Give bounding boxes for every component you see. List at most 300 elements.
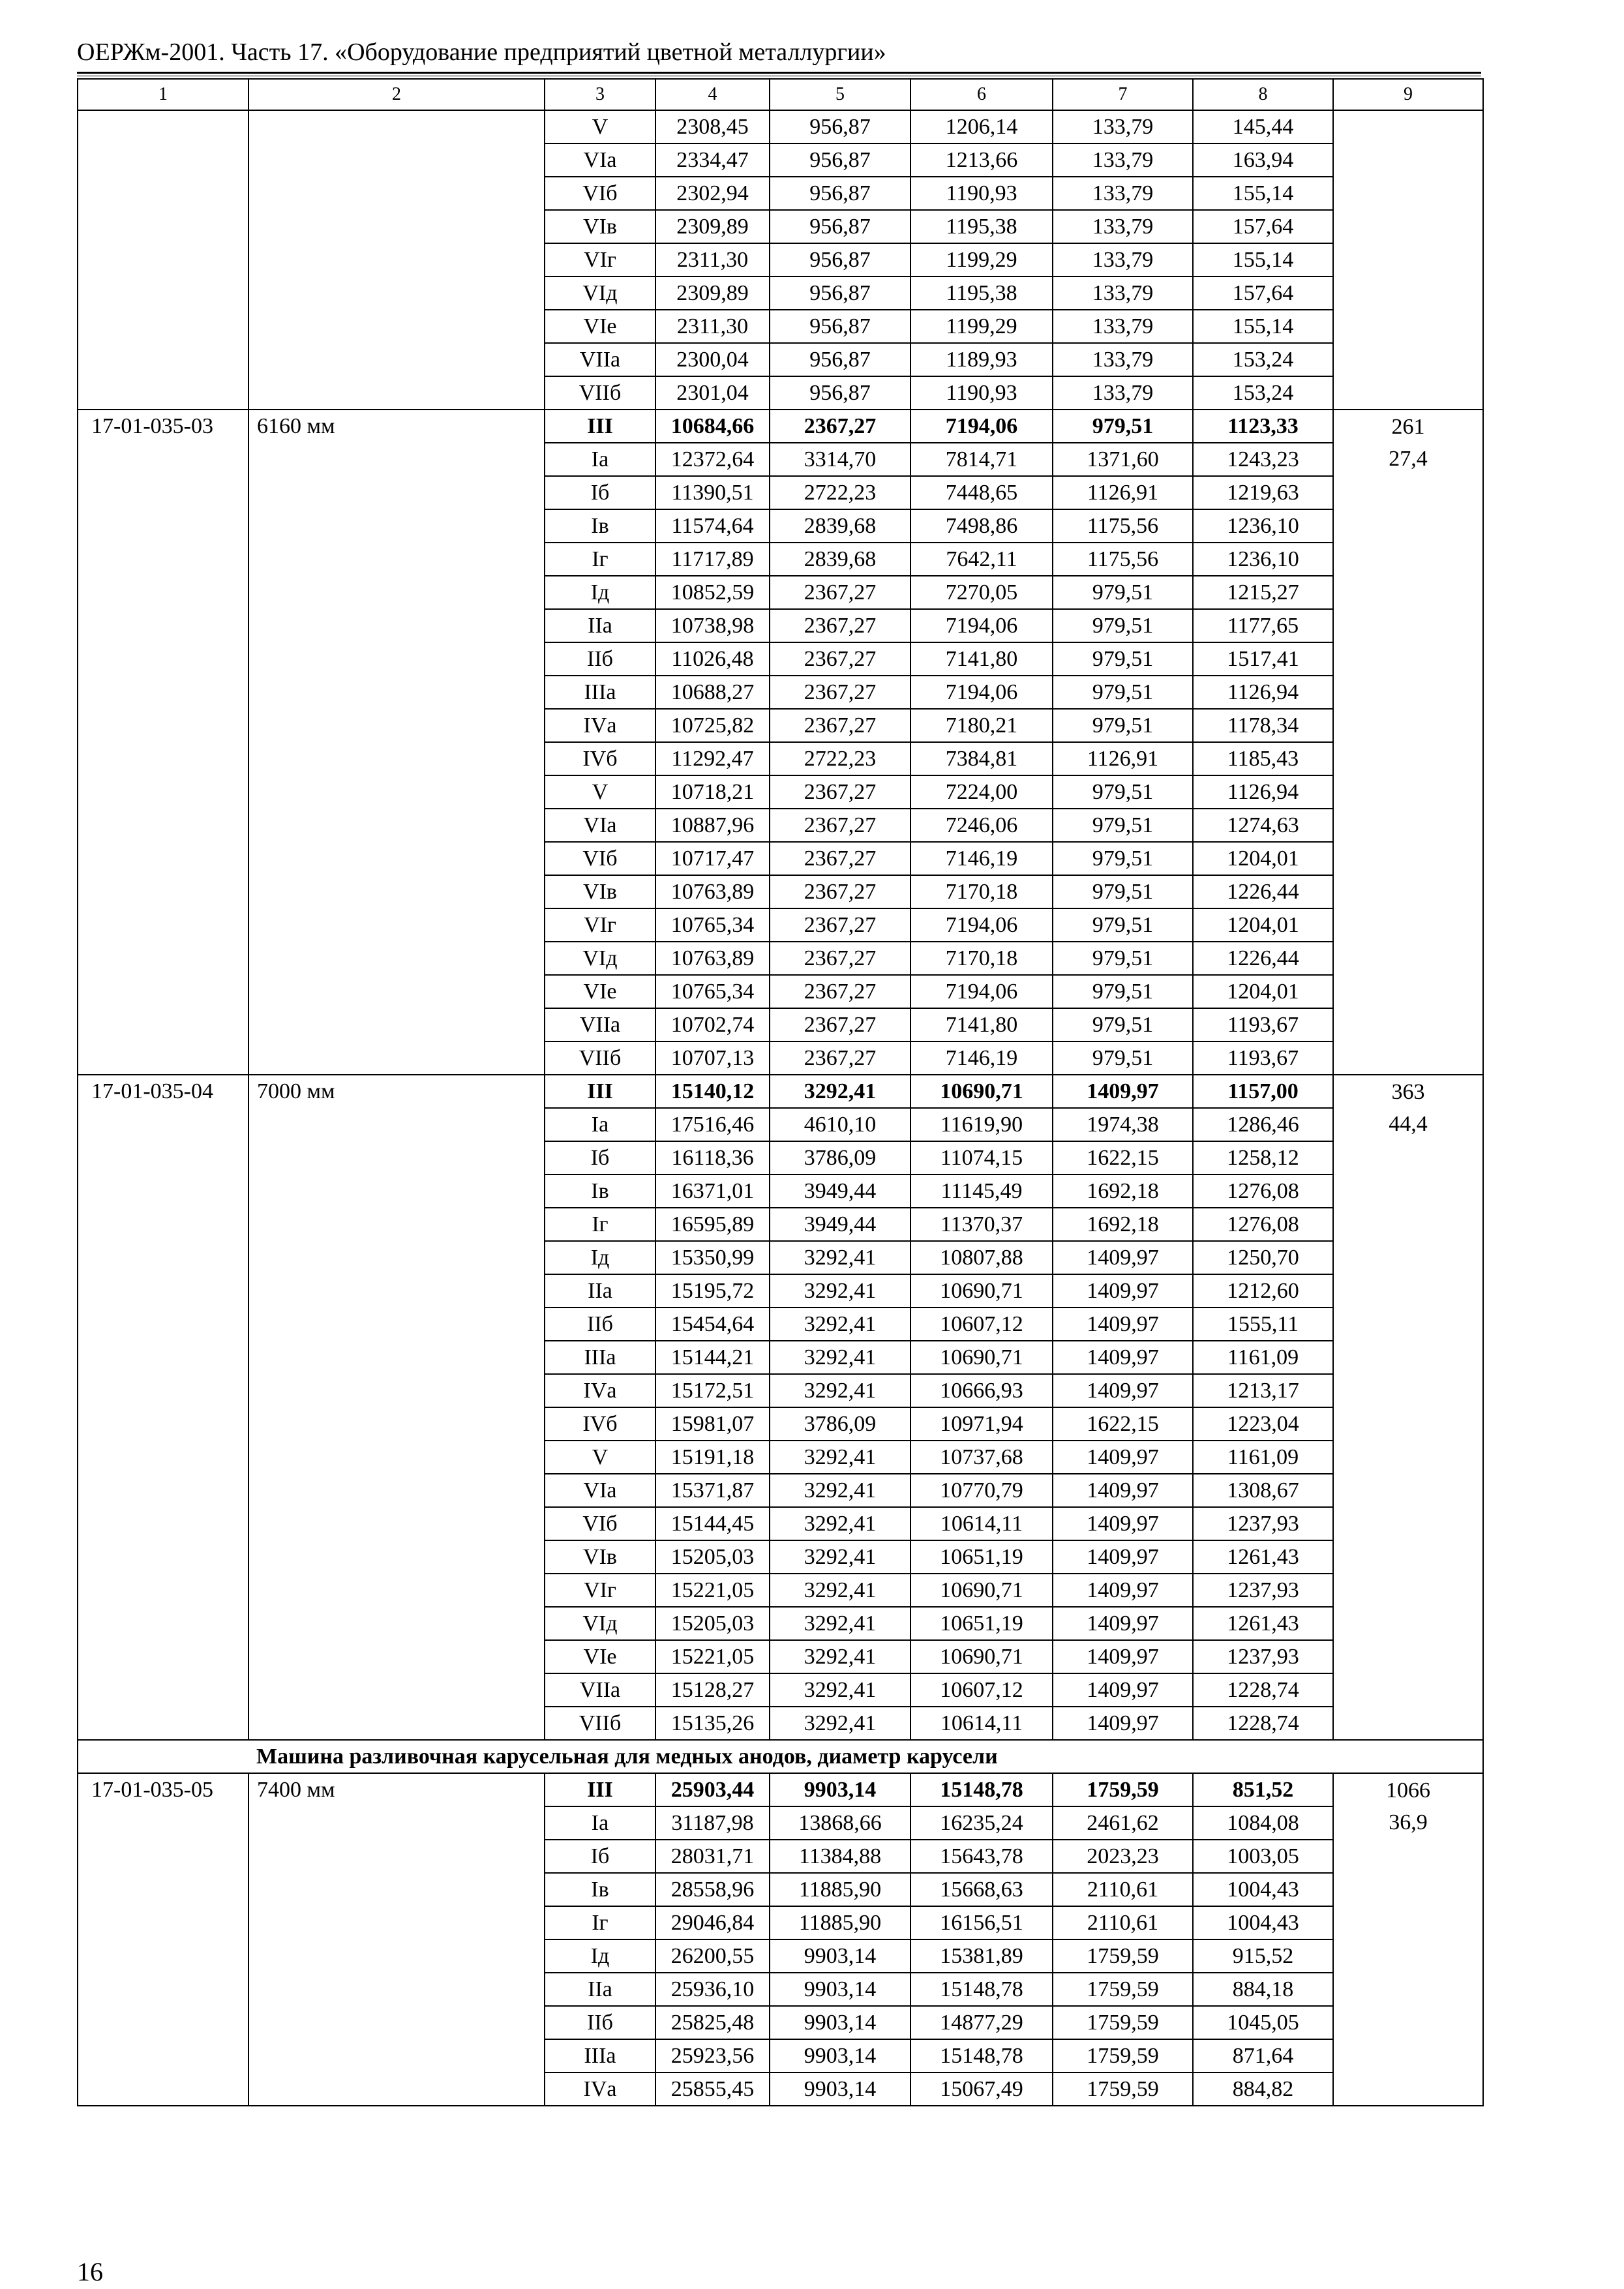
value-cell: 10666,93: [910, 1374, 1053, 1407]
value-cell: 7141,80: [910, 642, 1053, 676]
value-cell: 26200,55: [655, 1939, 770, 1973]
value-cell: 10718,21: [655, 775, 770, 809]
extra-value: [1333, 110, 1483, 143]
value-cell: 1237,93: [1193, 1640, 1333, 1673]
value-cell: 10614,11: [910, 1707, 1053, 1740]
value-cell: 9903,14: [770, 2072, 910, 2106]
value-cell: 1236,10: [1193, 543, 1333, 576]
column-number: 1: [78, 79, 248, 110]
value-cell: 10684,66: [655, 410, 770, 443]
value-cell: 145,44: [1193, 110, 1333, 143]
value-cell: 10690,71: [910, 1341, 1053, 1374]
value-cell: 155,14: [1193, 310, 1333, 343]
value-cell: 28031,71: [655, 1840, 770, 1873]
zone-cell: VIе: [545, 310, 655, 343]
value-cell: 915,52: [1193, 1939, 1333, 1973]
zone-cell: Iг: [545, 1208, 655, 1241]
value-cell: 1409,97: [1053, 1707, 1193, 1740]
column-number-row: [78, 79, 1483, 110]
value-cell: 1213,66: [910, 143, 1053, 177]
value-cell: 10717,47: [655, 842, 770, 875]
value-cell: 15205,03: [655, 1540, 770, 1574]
value-cell: 157,64: [1193, 277, 1333, 310]
value-cell: 1177,65: [1193, 609, 1333, 642]
column-number: 3: [545, 79, 655, 110]
value-cell: 17516,46: [655, 1108, 770, 1141]
value-cell: 1193,67: [1193, 1041, 1333, 1075]
value-cell: 15148,78: [910, 1773, 1053, 1806]
value-cell: 1409,97: [1053, 1640, 1193, 1673]
value-cell: 1759,59: [1053, 1939, 1193, 1973]
value-cell: 1228,74: [1193, 1673, 1333, 1707]
value-cell: 133,79: [1053, 177, 1193, 210]
value-cell: 10852,59: [655, 576, 770, 609]
value-cell: 2367,27: [770, 676, 910, 709]
value-cell: 1123,33: [1193, 410, 1333, 443]
value-cell: 1219,63: [1193, 476, 1333, 509]
value-cell: 979,51: [1053, 576, 1193, 609]
item-code: 17-01-035-05: [78, 1773, 248, 2106]
value-cell: 7246,06: [910, 809, 1053, 842]
value-cell: 1409,97: [1053, 1075, 1193, 1108]
value-cell: 3292,41: [770, 1707, 910, 1740]
zone-cell: VIв: [545, 875, 655, 908]
value-cell: 979,51: [1053, 875, 1193, 908]
value-cell: 15135,26: [655, 1707, 770, 1740]
value-cell: 11384,88: [770, 1840, 910, 1873]
value-cell: 10607,12: [910, 1308, 1053, 1341]
value-cell: 25903,44: [655, 1773, 770, 1806]
value-cell: 10765,34: [655, 975, 770, 1008]
zone-cell: VIг: [545, 908, 655, 942]
value-cell: 3314,70: [770, 443, 910, 476]
zone-cell: Iг: [545, 1906, 655, 1939]
value-cell: 11885,90: [770, 1906, 910, 1939]
value-cell: 15981,07: [655, 1407, 770, 1441]
value-cell: 7146,19: [910, 1041, 1053, 1075]
zone-cell: Iв: [545, 1174, 655, 1208]
value-cell: 10651,19: [910, 1540, 1053, 1574]
column-number: 9: [1333, 79, 1483, 110]
value-cell: 1199,29: [910, 243, 1053, 277]
value-cell: 153,24: [1193, 376, 1333, 410]
value-cell: 15195,72: [655, 1274, 770, 1308]
value-cell: 1622,15: [1053, 1141, 1193, 1174]
value-cell: 871,64: [1193, 2039, 1333, 2072]
table-row: [78, 1075, 1483, 1108]
value-cell: 2839,68: [770, 543, 910, 576]
value-cell: 2367,27: [770, 709, 910, 742]
value-cell: 16595,89: [655, 1208, 770, 1241]
value-cell: 7270,05: [910, 576, 1053, 609]
value-cell: 155,14: [1193, 177, 1333, 210]
value-cell: 1692,18: [1053, 1208, 1193, 1241]
zone-cell: V: [545, 110, 655, 143]
value-cell: 956,87: [770, 177, 910, 210]
zone-cell: III: [545, 1075, 655, 1108]
value-cell: 1409,97: [1053, 1308, 1193, 1341]
value-cell: 15381,89: [910, 1939, 1053, 1973]
value-cell: 2311,30: [655, 310, 770, 343]
extra-value: 363: [1333, 1075, 1483, 1108]
value-cell: 956,87: [770, 277, 910, 310]
value-cell: 10725,82: [655, 709, 770, 742]
zone-cell: VIг: [545, 243, 655, 277]
value-cell: 1223,04: [1193, 1407, 1333, 1441]
extra-value: 27,4: [1333, 443, 1483, 1075]
value-cell: 1126,94: [1193, 775, 1333, 809]
value-cell: 1175,56: [1053, 543, 1193, 576]
zone-cell: VIIа: [545, 1008, 655, 1041]
value-cell: 1126,91: [1053, 742, 1193, 775]
value-cell: 1189,93: [910, 343, 1053, 376]
value-cell: 10887,96: [655, 809, 770, 842]
value-cell: 1175,56: [1053, 509, 1193, 543]
value-cell: 2334,47: [655, 143, 770, 177]
zone-cell: VIг: [545, 1574, 655, 1607]
value-cell: 2367,27: [770, 576, 910, 609]
value-cell: 1759,59: [1053, 2006, 1193, 2039]
value-cell: 7170,18: [910, 875, 1053, 908]
value-cell: 2461,62: [1053, 1806, 1193, 1840]
value-cell: 1190,93: [910, 177, 1053, 210]
value-cell: 9903,14: [770, 2006, 910, 2039]
value-cell: 1759,59: [1053, 2072, 1193, 2106]
value-cell: 10607,12: [910, 1673, 1053, 1707]
value-cell: 3292,41: [770, 1441, 910, 1474]
value-cell: 16156,51: [910, 1906, 1053, 1939]
value-cell: 15454,64: [655, 1308, 770, 1341]
value-cell: 10707,13: [655, 1041, 770, 1075]
value-cell: 7141,80: [910, 1008, 1053, 1041]
value-cell: 2367,27: [770, 908, 910, 942]
value-cell: 2367,27: [770, 609, 910, 642]
value-cell: 979,51: [1053, 975, 1193, 1008]
item-name: 6160 мм: [248, 410, 545, 1075]
value-cell: 10738,98: [655, 609, 770, 642]
value-cell: 3292,41: [770, 1374, 910, 1407]
item-code: 17-01-035-04: [78, 1075, 248, 1740]
value-cell: 163,94: [1193, 143, 1333, 177]
value-cell: 956,87: [770, 210, 910, 243]
value-cell: 979,51: [1053, 642, 1193, 676]
value-cell: 15144,45: [655, 1507, 770, 1540]
table-row: [78, 410, 1483, 443]
value-cell: 16118,36: [655, 1141, 770, 1174]
value-cell: 1409,97: [1053, 1507, 1193, 1540]
value-cell: 979,51: [1053, 842, 1193, 875]
zone-cell: IIа: [545, 609, 655, 642]
value-cell: 979,51: [1053, 1041, 1193, 1075]
section-spacer: [78, 1740, 248, 1773]
zone-cell: VIIб: [545, 1041, 655, 1075]
zone-cell: III: [545, 410, 655, 443]
value-cell: 3292,41: [770, 1274, 910, 1308]
value-cell: 133,79: [1053, 310, 1193, 343]
value-cell: 2367,27: [770, 875, 910, 908]
zone-cell: VIа: [545, 1474, 655, 1507]
value-cell: 1199,29: [910, 310, 1053, 343]
value-cell: 2839,68: [770, 509, 910, 543]
value-cell: 1622,15: [1053, 1407, 1193, 1441]
value-cell: 11074,15: [910, 1141, 1053, 1174]
value-cell: 1409,97: [1053, 1441, 1193, 1474]
value-cell: 133,79: [1053, 110, 1193, 143]
value-cell: 3292,41: [770, 1241, 910, 1274]
value-cell: 7194,06: [910, 676, 1053, 709]
value-cell: 3292,41: [770, 1574, 910, 1607]
value-cell: 2301,04: [655, 376, 770, 410]
value-cell: 1371,60: [1053, 443, 1193, 476]
value-cell: 3786,09: [770, 1407, 910, 1441]
value-cell: 15221,05: [655, 1640, 770, 1673]
value-cell: 133,79: [1053, 343, 1193, 376]
value-cell: 15191,18: [655, 1441, 770, 1474]
value-cell: 10688,27: [655, 676, 770, 709]
value-cell: 1045,05: [1193, 2006, 1333, 2039]
value-cell: 7170,18: [910, 942, 1053, 975]
value-cell: 10763,89: [655, 875, 770, 908]
value-cell: 979,51: [1053, 942, 1193, 975]
value-cell: 1226,44: [1193, 875, 1333, 908]
value-cell: 2367,27: [770, 1041, 910, 1075]
value-cell: 1213,17: [1193, 1374, 1333, 1407]
zone-cell: VIа: [545, 143, 655, 177]
value-cell: 15205,03: [655, 1607, 770, 1640]
zone-cell: VIа: [545, 809, 655, 842]
value-cell: 2023,23: [1053, 1840, 1193, 1873]
value-cell: 1555,11: [1193, 1308, 1333, 1341]
value-cell: 3292,41: [770, 1507, 910, 1540]
value-cell: 2309,89: [655, 210, 770, 243]
value-cell: 1409,97: [1053, 1374, 1193, 1407]
value-cell: 16371,01: [655, 1174, 770, 1208]
value-cell: 1276,08: [1193, 1208, 1333, 1241]
price-table: [77, 78, 1484, 2106]
zone-cell: IIIа: [545, 2039, 655, 2072]
value-cell: 10770,79: [910, 1474, 1053, 1507]
table-row: [78, 1773, 1483, 1806]
value-cell: 2367,27: [770, 842, 910, 875]
value-cell: 25825,48: [655, 2006, 770, 2039]
zone-cell: IIIа: [545, 1341, 655, 1374]
value-cell: 1190,93: [910, 376, 1053, 410]
value-cell: 956,87: [770, 343, 910, 376]
value-cell: 133,79: [1053, 210, 1193, 243]
zone-cell: IVа: [545, 1374, 655, 1407]
value-cell: 1004,43: [1193, 1906, 1333, 1939]
zone-cell: IIб: [545, 2006, 655, 2039]
value-cell: 1204,01: [1193, 842, 1333, 875]
value-cell: 1276,08: [1193, 1174, 1333, 1208]
value-cell: 956,87: [770, 376, 910, 410]
zone-cell: V: [545, 1441, 655, 1474]
zone-cell: IIа: [545, 1973, 655, 2006]
value-cell: 9903,14: [770, 1939, 910, 1973]
value-cell: 3292,41: [770, 1607, 910, 1640]
value-cell: 1178,34: [1193, 709, 1333, 742]
table-row: [78, 110, 1483, 143]
value-cell: 1692,18: [1053, 1174, 1193, 1208]
zone-cell: Iб: [545, 1141, 655, 1174]
value-cell: 10690,71: [910, 1274, 1053, 1308]
zone-cell: VIIа: [545, 343, 655, 376]
table-body: [78, 79, 1483, 2106]
value-cell: 3292,41: [770, 1673, 910, 1707]
value-cell: 10765,34: [655, 908, 770, 942]
zone-cell: VIб: [545, 842, 655, 875]
value-cell: 1517,41: [1193, 642, 1333, 676]
column-number: 7: [1053, 79, 1193, 110]
zone-cell: Iа: [545, 443, 655, 476]
value-cell: 979,51: [1053, 908, 1193, 942]
zone-cell: Iд: [545, 576, 655, 609]
value-cell: 2367,27: [770, 809, 910, 842]
item-name: 7400 мм: [248, 1773, 545, 2106]
item-code: [78, 110, 248, 410]
value-cell: 1206,14: [910, 110, 1053, 143]
extra-value: 36,9: [1333, 1806, 1483, 2106]
value-cell: 15221,05: [655, 1574, 770, 1607]
value-cell: 1409,97: [1053, 1341, 1193, 1374]
value-cell: 1161,09: [1193, 1441, 1333, 1474]
value-cell: 2300,04: [655, 343, 770, 376]
value-cell: 15643,78: [910, 1840, 1053, 1873]
value-cell: 16235,24: [910, 1806, 1053, 1840]
value-cell: 1185,43: [1193, 742, 1333, 775]
value-cell: 11292,47: [655, 742, 770, 775]
value-cell: 15148,78: [910, 1973, 1053, 2006]
zone-cell: IVб: [545, 742, 655, 775]
value-cell: 2302,94: [655, 177, 770, 210]
value-cell: 1261,43: [1193, 1607, 1333, 1640]
value-cell: 979,51: [1053, 609, 1193, 642]
zone-cell: Iг: [545, 543, 655, 576]
value-cell: 1195,38: [910, 277, 1053, 310]
extra-value: [1333, 143, 1483, 410]
value-cell: 1250,70: [1193, 1241, 1333, 1274]
value-cell: 1409,97: [1053, 1274, 1193, 1308]
value-cell: 1759,59: [1053, 2039, 1193, 2072]
zone-cell: Iд: [545, 1939, 655, 1973]
zone-cell: IIIа: [545, 676, 655, 709]
zone-cell: VIIб: [545, 376, 655, 410]
value-cell: 1286,46: [1193, 1108, 1333, 1141]
value-cell: 2722,23: [770, 476, 910, 509]
value-cell: 979,51: [1053, 775, 1193, 809]
value-cell: 133,79: [1053, 243, 1193, 277]
value-cell: 7194,06: [910, 410, 1053, 443]
value-cell: 15140,12: [655, 1075, 770, 1108]
value-cell: 3292,41: [770, 1341, 910, 1374]
value-cell: 10737,68: [910, 1441, 1053, 1474]
zone-cell: VIд: [545, 277, 655, 310]
zone-cell: VIд: [545, 942, 655, 975]
value-cell: 2722,23: [770, 742, 910, 775]
value-cell: 956,87: [770, 143, 910, 177]
value-cell: 11574,64: [655, 509, 770, 543]
value-cell: 28558,96: [655, 1873, 770, 1906]
value-cell: 1161,09: [1193, 1341, 1333, 1374]
zone-cell: VIIб: [545, 1707, 655, 1740]
value-cell: 1195,38: [910, 210, 1053, 243]
zone-cell: Iв: [545, 1873, 655, 1906]
zone-cell: VIе: [545, 975, 655, 1008]
value-cell: 153,24: [1193, 343, 1333, 376]
value-cell: 25923,56: [655, 2039, 770, 2072]
value-cell: 10807,88: [910, 1241, 1053, 1274]
header-rule: [77, 72, 1481, 76]
document-header: ОЕРЖм-2001. Часть 17. «Оборудование предприятий цветной металлургии»: [77, 38, 886, 66]
zone-cell: III: [545, 1773, 655, 1806]
value-cell: 7384,81: [910, 742, 1053, 775]
zone-cell: VIд: [545, 1607, 655, 1640]
value-cell: 7180,21: [910, 709, 1053, 742]
section-heading: Машина разливочная карусельная для медных анодов, диаметр карусели: [248, 1740, 1483, 1773]
value-cell: 10702,74: [655, 1008, 770, 1041]
zone-cell: VIв: [545, 1540, 655, 1574]
value-cell: 7498,86: [910, 509, 1053, 543]
value-cell: 133,79: [1053, 277, 1193, 310]
value-cell: 1204,01: [1193, 908, 1333, 942]
value-cell: 4610,10: [770, 1108, 910, 1141]
value-cell: 1084,08: [1193, 1806, 1333, 1840]
value-cell: 10763,89: [655, 942, 770, 975]
value-cell: 1126,94: [1193, 676, 1333, 709]
zone-cell: IIб: [545, 1308, 655, 1341]
value-cell: 25855,45: [655, 2072, 770, 2106]
extra-value: 1066: [1333, 1773, 1483, 1806]
value-cell: 1215,27: [1193, 576, 1333, 609]
value-cell: 1157,00: [1193, 1075, 1333, 1108]
zone-cell: IVа: [545, 2072, 655, 2106]
value-cell: 1212,60: [1193, 1274, 1333, 1308]
page-number: 16: [77, 2257, 103, 2286]
value-cell: 7194,06: [910, 609, 1053, 642]
value-cell: 155,14: [1193, 243, 1333, 277]
value-cell: 15668,63: [910, 1873, 1053, 1906]
zone-cell: IVа: [545, 709, 655, 742]
value-cell: 2367,27: [770, 410, 910, 443]
value-cell: 956,87: [770, 110, 910, 143]
value-cell: 1003,05: [1193, 1840, 1333, 1873]
value-cell: 1274,63: [1193, 809, 1333, 842]
value-cell: 956,87: [770, 310, 910, 343]
value-cell: 3949,44: [770, 1174, 910, 1208]
value-cell: 1409,97: [1053, 1673, 1193, 1707]
value-cell: 15144,21: [655, 1341, 770, 1374]
value-cell: 1226,44: [1193, 942, 1333, 975]
value-cell: 7146,19: [910, 842, 1053, 875]
value-cell: 15371,87: [655, 1474, 770, 1507]
value-cell: 1261,43: [1193, 1540, 1333, 1574]
value-cell: 15128,27: [655, 1673, 770, 1707]
value-cell: 25936,10: [655, 1973, 770, 2006]
value-cell: 11885,90: [770, 1873, 910, 1906]
value-cell: 851,52: [1193, 1773, 1333, 1806]
column-number: 6: [910, 79, 1053, 110]
value-cell: 12372,64: [655, 443, 770, 476]
value-cell: 10971,94: [910, 1407, 1053, 1441]
value-cell: 2367,27: [770, 642, 910, 676]
value-cell: 1409,97: [1053, 1574, 1193, 1607]
value-cell: 7448,65: [910, 476, 1053, 509]
value-cell: 29046,84: [655, 1906, 770, 1939]
value-cell: 1974,38: [1053, 1108, 1193, 1141]
value-cell: 157,64: [1193, 210, 1333, 243]
value-cell: 3292,41: [770, 1640, 910, 1673]
value-cell: 2309,89: [655, 277, 770, 310]
